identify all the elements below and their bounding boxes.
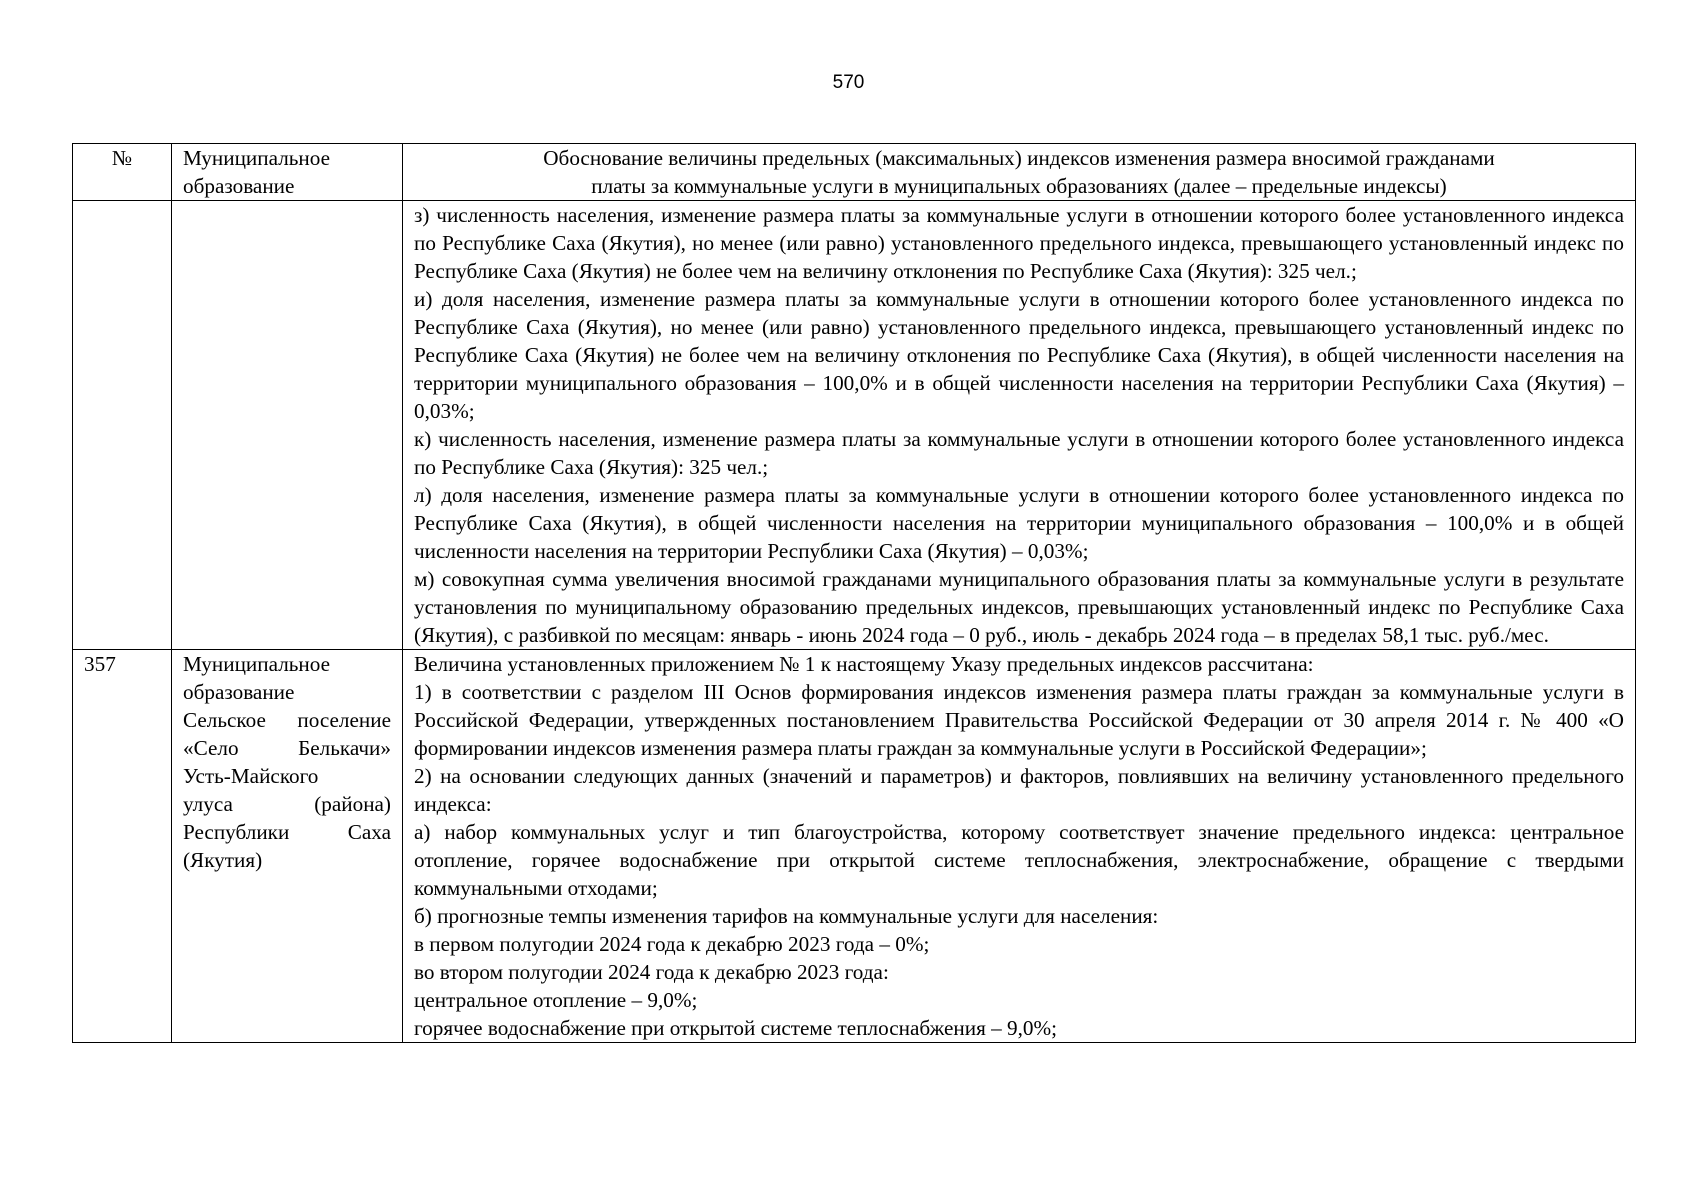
municipality-line: образование [183, 680, 295, 704]
paragraph-intro: Величина установленных приложением № 1 к настоящему Указу предельных индексов рассчитана: [414, 652, 1314, 676]
table-header-row [73, 144, 1636, 201]
header-justification [403, 144, 1636, 201]
paragraph-z: з) численность населения, изменение размера платы за коммунальные услуги в отношении которого более установленного индекса по Республике Саха (Якутия), но менее (или равно) установленного предельного индекса, превышающего установленный индекс по Республике Саха (Якутия) не более чем на величину отклонения по Республике Саха (Якутия): 325 чел.; [414, 203, 1624, 283]
paragraph-k: к) численность населения, изменение размера платы за коммунальные услуги в отношении которого более установленного индекса по Республике Саха (Якутия): 325 чел.; [414, 427, 1624, 479]
municipality-name [172, 650, 403, 1043]
paragraph-m: м) совокупная сумма увеличения вносимой гражданами муниципального образования платы за коммунальные услуги в результате установления по муниципальному образованию предельных индексов, превышающих установленный индекс по Республике Саха (Якутия), с разбивкой по месяцам: январь - июнь 2024 года – 0 руб., июль - декабрь 2024 года – в пределах 58,1 тыс. руб./мес. [414, 567, 1624, 647]
municipality-line: улуса (района) [183, 792, 391, 816]
header-justification-line-2: платы за коммунальные услуги в муниципальных образованиях (далее – предельные индексы) [591, 174, 1447, 198]
municipality-line: (Якутия) [183, 848, 263, 872]
row-continuation-justification [403, 201, 1636, 650]
paragraph-heating: центральное отопление – 9,0%; [414, 988, 698, 1012]
municipality-line: Муниципальное [183, 652, 331, 676]
paragraph-l: л) доля населения, изменение размера платы за коммунальные услуги в отношении которого более установленного индекса по Республике Саха (Якутия), в общей численности населения на территории муниципального образования – 100,0% и в общей численности населения на территории Республики Саха (Якутия) – 0,03%; [414, 483, 1624, 563]
paragraph-2: 2) на основании следующих данных (значений и параметров) и факторов, повлиявших на величину установленного предельного индекса: [414, 764, 1624, 816]
paragraph-i: и) доля населения, изменение размера платы за коммунальные услуги в отношении которого более установленного индекса по Республике Саха (Якутия), но менее (или равно) установленного предельного индекса, превышающего установленный индекс по Республике Саха (Якутия) не более чем на величину отклонения по Республике Саха (Якутия), в общей численности населения на территории муниципального образования – 100,0% и в общей численности населения на территории Республики Саха (Якутия) – 0,03%; [414, 287, 1624, 423]
row-number: 357 [73, 650, 172, 1043]
paragraph-a: а) набор коммунальных услуг и тип благоустройства, которому соответствует значение предельного индекса: центральное отопление, горячее водоснабжение при открытой системе теплоснабжения, электроснабжение, обращение с твердыми коммунальными отходами; [414, 820, 1624, 900]
paragraph-first-half: в первом полугодии 2024 года к декабрю 2023 года – 0%; [414, 932, 930, 956]
row-357-justification [403, 650, 1636, 1043]
paragraph-second-half: во втором полугодии 2024 года к декабрю 2023 года: [414, 960, 889, 984]
municipality-line: Усть-Майского [183, 764, 319, 788]
page-number: 570 [832, 72, 865, 93]
indices-justification-table [72, 143, 1636, 1043]
header-municipality: Муниципальное образование [172, 144, 403, 201]
header-number: № [73, 144, 172, 201]
row-continuation-number [73, 201, 172, 650]
paragraph-1: 1) в соответствии с разделом III Основ формирования индексов изменения размера платы граждан за коммунальные услуги в Российской Федерации, утвержденных постановлением Правительства Российской Федерации от 30 апреля 2014 г. № 400 «О формировании индексов изменения размера платы граждан за коммунальные услуги в Российской Федерации»; [414, 680, 1624, 760]
row-continuation-municipality [172, 201, 403, 650]
table-row [73, 650, 1636, 1043]
municipality-line: Сельское поселение [183, 708, 391, 732]
table-row [73, 201, 1636, 650]
municipality-line: «Село Белькачи» [183, 736, 391, 760]
paragraph-b: б) прогнозные темпы изменения тарифов на коммунальные услуги для населения: [414, 904, 1159, 928]
municipality-line: Республики Саха [183, 820, 391, 844]
paragraph-hot-water: горячее водоснабжение при открытой системе теплоснабжения – 9,0%; [414, 1016, 1058, 1040]
header-justification-line-1: Обоснование величины предельных (максимальных) индексов изменения размера вносимой гражданами [543, 146, 1495, 170]
